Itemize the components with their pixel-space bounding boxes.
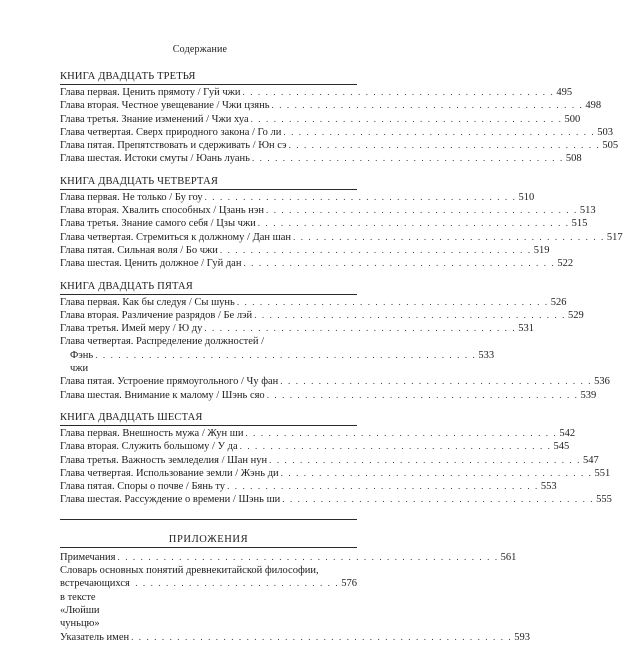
entry-title: Глава четвертая. Сверх природного закона / Го ли <box>60 126 282 138</box>
entry-title: Глава четвертая. Стремиться к должному / Дан шан <box>60 231 292 243</box>
book-title: КНИГА ДВАДЦАТЬ ЧЕТВЕРТАЯ <box>60 175 357 190</box>
appendix-rule <box>60 547 357 548</box>
entry-title: Глава шестая. Внимание к малому / Шэнь сяо <box>60 389 265 401</box>
toc-entry[interactable] <box>60 191 535 204</box>
entry-title: Глава пятая. Споры о почве / Бянь ту <box>60 481 226 493</box>
entry-title-continued: Фэнь чжи <box>70 349 94 375</box>
dot-leader: . . . . . . . . . . . . . . . . . . . . . . . . . . . . . . . . . . . . . . . . . <box>204 191 517 202</box>
entry-page: 593 <box>514 631 531 643</box>
dot-leader: . . . . . . . . . . . . . . . . . . . . . . . . . . . . . . . . . . . . . . . . . . . . . . . . . . <box>95 349 477 360</box>
dot-leader: . . . . . . . . . . . . . . . . . . . . . . . . . . . . . . . . . . . . . . . . . . . . . . . . . . <box>117 551 499 562</box>
entry-page: 536 <box>594 376 610 388</box>
entry-page: 533 <box>478 349 495 361</box>
toc-entry[interactable] <box>60 454 599 467</box>
dot-leader: . . . . . . . . . . . . . . . . . . . . . . . . . . . . . . . . . . . . . . . . . <box>257 218 570 229</box>
section-divider <box>60 519 357 520</box>
dot-leader: . . . . . . . . . . . . . . . . . . . . . . . . . . . . . . . . . . . . . . . . . <box>251 153 564 164</box>
dot-leader: . . . . . . . . . . . . . . . . . . . . . . . . . . . . . . . . . . . . . . . . . . . . . . . . . . <box>131 631 513 642</box>
entry-page: 553 <box>540 481 557 493</box>
entry-page: 500 <box>564 113 581 125</box>
book-title: КНИГА ДВАДЦАТЬ ПЯТАЯ <box>60 280 357 295</box>
toc-entry[interactable] <box>60 375 610 388</box>
dot-leader: . . . . . . . . . . . . . . . . . . . . . . . . . . . . . . . . . . . . . . . . . <box>245 427 558 438</box>
entry-page: 542 <box>559 427 576 439</box>
toc-entry[interactable] <box>60 309 584 322</box>
entry-title: Глава четвертая. Распределение должностей / <box>60 336 265 348</box>
dot-leader: . . . . . . . . . . . . . . . . . . . . . . . . . . . . . . . . . . . . . . . . . <box>288 140 601 151</box>
entry-title: Глава шестая. Истоки смуты / Юань луань <box>60 153 250 165</box>
book-section <box>60 70 619 166</box>
dot-leader: . . . . . . . . . . . . . . . . . . . . . . . . . . . . . . . . . . . . . . . . . <box>250 113 563 124</box>
entry-title: Глава первая. Ценить прямоту / Гуй чжи <box>60 87 241 98</box>
dot-leader: . . . . . . . . . . . . . . . . . . . . . . . . . . . <box>135 578 340 589</box>
entry-page: 515 <box>571 218 588 230</box>
entry-page: 555 <box>596 494 612 506</box>
toc-entry[interactable] <box>60 152 582 165</box>
toc-entry[interactable] <box>60 335 495 375</box>
book-section <box>60 175 623 271</box>
dot-leader: . . . . . . . . . . . . . . . . . . . . . . . . . . . . . . . . . . . . . . . . . <box>266 389 579 400</box>
entry-title: Глава пятая. Сильная воля / Бо чжи <box>60 244 218 256</box>
entry-page: 498 <box>585 100 602 112</box>
entry-page: 551 <box>594 467 611 479</box>
entry-title: Примечания <box>60 551 116 563</box>
dot-leader: . . . . . . . . . . . . . . . . . . . . . . . . . . . . . . . . . . . . . . . . . <box>271 100 584 111</box>
toc-entry[interactable] <box>60 296 567 309</box>
toc-entry[interactable] <box>60 631 531 644</box>
entry-title: Глава четвертая. Использование земли / Жэнь ди <box>60 467 279 479</box>
book-title: КНИГА ДВАДЦАТЬ ШЕСТАЯ <box>60 411 357 426</box>
entry-title: Глава третья. Имей меру / Ю ду <box>60 323 203 335</box>
entry-page: 513 <box>579 205 596 217</box>
dot-leader: . . . . . . . . . . . . . . . . . . . . . . . . . . . . . . . . . . . . . . . . . <box>254 309 567 320</box>
entry-page: 495 <box>556 87 573 98</box>
toc-entry[interactable] <box>60 467 611 480</box>
entry-page: 529 <box>568 309 584 321</box>
entry-page: 545 <box>553 441 570 453</box>
dot-leader: . . . . . . . . . . . . . . . . . . . . . . . . . . . . . . . . . . . . . . . . . <box>227 481 539 492</box>
dot-leader: . . . . . . . . . . . . . . . . . . . . . . . . . . . . . . . . . . . . . . . . . <box>219 244 532 255</box>
toc-entry[interactable] <box>60 99 602 112</box>
page-title: Содержание <box>172 44 228 55</box>
toc-entry[interactable] <box>60 493 612 506</box>
dot-leader: . . . . . . . . . . . . . . . . . . . . . . . . . . . . . . . . . . . . . . . . . <box>282 494 595 505</box>
entry-page: 508 <box>565 153 582 165</box>
entry-page: 510 <box>518 191 535 203</box>
toc-entry[interactable] <box>60 86 573 99</box>
dot-leader: . . . . . . . . . . . . . . . . . . . . . . . . . . . . . . . . . . . . . . . . . <box>283 126 596 137</box>
dot-leader: . . . . . . . . . . . . . . . . . . . . . . . . . . . . . . . . . . . . . . . . . <box>243 258 556 269</box>
toc-entry[interactable] <box>60 427 576 440</box>
entry-title: Глава третья. Знание изменений / Чжи хуа <box>60 113 249 125</box>
entry-page: 531 <box>518 323 534 335</box>
entry-title: Глава первая. Как бы следуя / Сы шунь <box>60 296 235 308</box>
dot-leader: . . . . . . . . . . . . . . . . . . . . . . . . . . . . . . . . . . . . . . . . . <box>236 296 549 307</box>
entry-title: Глава третья. Знание самого себя / Цзы чжи <box>60 218 256 230</box>
entry-page: 547 <box>583 454 599 466</box>
dot-leader: . . . . . . . . . . . . . . . . . . . . . . . . . . . . . . . . . . . . . . . . . <box>280 467 593 478</box>
toc-entry[interactable] <box>60 440 570 453</box>
toc-entry[interactable] <box>60 389 597 402</box>
toc-entry[interactable] <box>60 480 557 493</box>
entry-title: Глава вторая. Различение разрядов / Бе лэй <box>60 309 253 321</box>
entry-title-continued: встречающихся в тексте «Люйши чуньцю» <box>60 578 130 630</box>
entry-page: 503 <box>597 126 614 138</box>
dot-leader: . . . . . . . . . . . . . . . . . . . . . . . . . . . . . . . . . . . . . . . . . <box>269 454 581 465</box>
toc-entry[interactable] <box>60 564 357 630</box>
entry-page: 505 <box>602 140 619 152</box>
book-section <box>60 280 610 402</box>
entry-title: Глава вторая. Честное увещевание / Чжи цзянь <box>60 100 270 112</box>
book-title: КНИГА ДВАДЦАТЬ ТРЕТЬЯ <box>60 70 357 85</box>
entry-title: Глава пятая. Устроение прямоугольного / Чу фан <box>60 376 279 388</box>
toc-entry[interactable] <box>60 551 517 564</box>
toc-entry[interactable] <box>60 217 588 230</box>
dot-leader: . . . . . . . . . . . . . . . . . . . . . . . . . . . . . . . . . . . . . . . . . <box>280 376 593 387</box>
entry-page: 522 <box>557 258 574 270</box>
entry-title: Глава первая. Внешность мужа / Жун ши <box>60 427 244 439</box>
toc-entry[interactable] <box>60 231 623 244</box>
entry-page: 539 <box>580 389 597 401</box>
toc-entry[interactable] <box>60 244 550 257</box>
toc-entry[interactable] <box>60 113 581 126</box>
toc-entry[interactable] <box>60 257 574 270</box>
entry-title: Указатель имен <box>60 631 130 643</box>
dot-leader: . . . . . . . . . . . . . . . . . . . . . . . . . . . . . . . . . . . . . . . . . <box>266 205 578 216</box>
dot-leader: . . . . . . . . . . . . . . . . . . . . . . . . . . . . . . . . . . . . . . . . . <box>293 231 605 242</box>
entry-title: Глава третья. Важность земледелия / Шан нун <box>60 454 268 466</box>
toc-entry[interactable] <box>60 139 619 152</box>
entry-title: Глава шестая. Рассуждение о времени / Шэнь ши <box>60 494 281 506</box>
entry-page: 517 <box>606 231 623 243</box>
entry-page: 576 <box>341 578 357 590</box>
appendix-title: ПРИЛОЖЕНИЯ <box>168 533 249 545</box>
entry-page: 561 <box>500 551 517 563</box>
dot-leader: . . . . . . . . . . . . . . . . . . . . . . . . . . . . . . . . . . . . . . . . . <box>242 87 555 97</box>
dot-leader: . . . . . . . . . . . . . . . . . . . . . . . . . . . . . . . . . . . . . . . . . <box>204 323 517 334</box>
entry-page: 526 <box>550 296 567 308</box>
entry-title: Глава шестая. Ценить должное / Гуй дан <box>60 258 242 270</box>
entry-title: Глава вторая. Хвалить способных / Цзань нэн <box>60 205 264 217</box>
toc-entry[interactable] <box>60 322 534 335</box>
toc-entry[interactable] <box>60 126 614 139</box>
toc-entry[interactable] <box>60 204 596 217</box>
entry-title: Глава вторая. Служить большому / У да <box>60 441 238 453</box>
table-of-contents <box>60 70 623 644</box>
entry-title: Словарь основных понятий древнекитайской философии, <box>60 565 319 577</box>
appendix-section <box>60 533 531 644</box>
dot-leader: . . . . . . . . . . . . . . . . . . . . . . . . . . . . . . . . . . . . . . . . . <box>239 441 552 452</box>
entry-page: 519 <box>533 244 550 256</box>
entry-title: Глава пятая. Препятствовать и сдерживать / Юн сэ <box>60 140 287 152</box>
entry-title: Глава первая. Не только / Бу гоу <box>60 191 203 203</box>
book-section <box>60 411 612 507</box>
